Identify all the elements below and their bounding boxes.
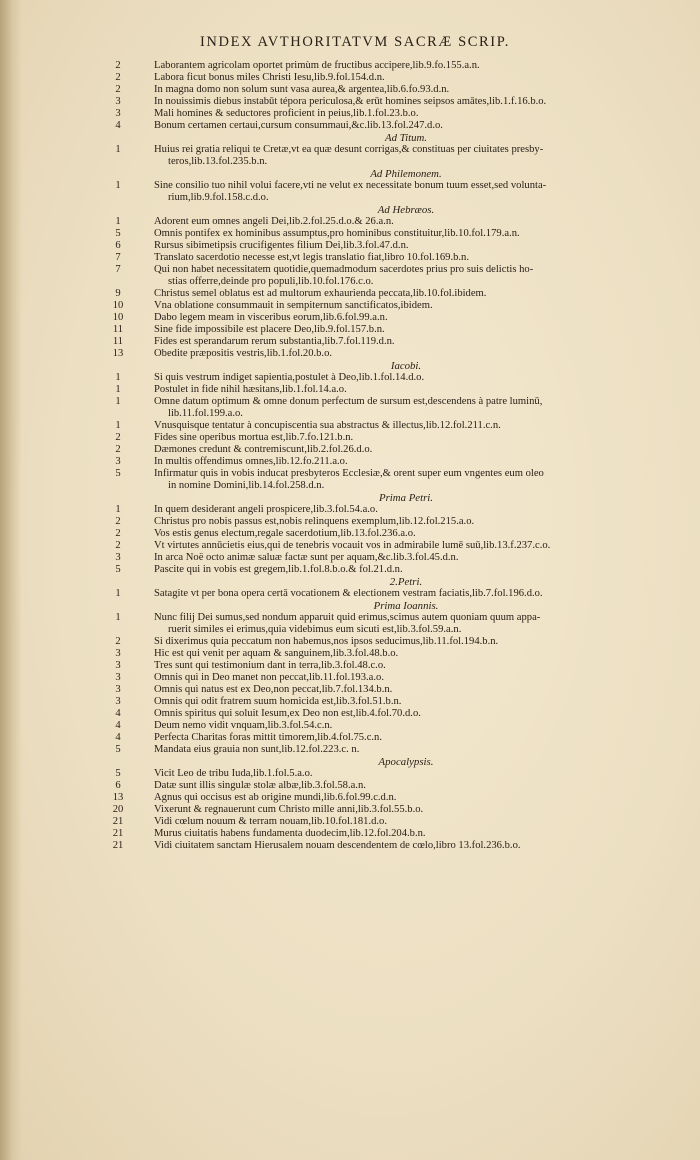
- index-entry: [108, 216, 664, 228]
- index-entry: [108, 612, 664, 636]
- index-entry: [108, 60, 664, 72]
- section-heading: Prima Petri.: [379, 492, 433, 504]
- index-entries: [108, 60, 664, 852]
- entry-text: Infirmatur quis in vobis inducat presbyteros Ecclesiæ,& orent super eum vngentes eum oleo: [154, 468, 544, 479]
- chapter-number: 2: [115, 444, 121, 455]
- chapter-number: 6: [115, 780, 121, 791]
- index-entry: [108, 684, 664, 696]
- chapter-number: 2: [115, 528, 121, 539]
- entry-continuation: ruerit similes ei erimus,quia videbimus eum sicuti est,lib.3.fol.59.a.n.: [168, 624, 462, 635]
- entry-text: Vos estis genus electum,regale sacerdotium,lib.13.fol.236.a.o.: [154, 528, 416, 539]
- index-entry: [108, 300, 664, 312]
- entry-text: Sine fide impossibile est placere Deo,lib.9.fol.157.b.n.: [154, 324, 385, 335]
- chapter-number: 6: [115, 240, 121, 251]
- chapter-number: 3: [115, 684, 121, 695]
- entry-text: Christus semel oblatus est ad multorum exhaurienda peccata,lib.10.fol.ibidem.: [154, 288, 487, 299]
- section-heading: Iacobi.: [390, 360, 422, 372]
- entry-text: In quem desiderant angeli prospicere,lib.3.fol.54.a.o.: [154, 504, 378, 515]
- chapter-number: 21: [112, 828, 124, 839]
- entry-continuation: in nomine Domini,lib.14.fol.258.d.n.: [168, 480, 325, 491]
- entry-text: Omne datum optimum & omne donum perfectum de sursum est,descendens à patre luminū,: [154, 396, 543, 407]
- index-entry: [108, 468, 664, 492]
- chapter-number: 1: [115, 372, 121, 383]
- section-heading: Prima Ioannis.: [373, 600, 439, 612]
- entry-continuation: lib.11.fol.199.a.o.: [168, 408, 243, 419]
- entry-text: Vnusquisque tentatur à concupiscentia sua abstractus & illectus,lib.12.fol.211.c.n.: [154, 420, 501, 431]
- index-entry: [108, 768, 664, 780]
- index-entry: [108, 816, 664, 828]
- entry-text: Hic est qui venit per aquam & sanguinem,lib.3.fol.48.b.o.: [154, 648, 399, 659]
- entry-text: Laborantem agricolam oportet primùm de fructibus accipere,lib.9.fo.155.a.n.: [154, 60, 480, 71]
- index-entry: [108, 84, 664, 96]
- index-entry: [108, 588, 664, 600]
- index-entry: [108, 828, 664, 840]
- entry-text: Deum nemo vidit vnquam,lib.3.fol.54.c.n.: [154, 720, 333, 731]
- entry-text: Dæmones credunt & contremiscunt,lib.2.fol.26.d.o.: [154, 444, 373, 455]
- index-entry: [108, 264, 664, 288]
- chapter-number: 2: [115, 84, 121, 95]
- section-heading: Ad Titum.: [385, 132, 427, 144]
- chapter-number: 5: [115, 564, 121, 575]
- index-entry: [108, 660, 664, 672]
- chapter-number: 11: [112, 324, 124, 335]
- chapter-number: 2: [115, 432, 121, 443]
- chapter-number: 10: [112, 300, 124, 311]
- entry-text: Vidi ciuitatem sanctam Hierusalem nouam descendentem de cœlo,libro 13.fol.236.b.o.: [154, 840, 521, 851]
- entry-text: Satagite vt per bona opera certā vocationem & electionem vestram faciatis,lib.7.fol.196.d.o.: [154, 588, 543, 599]
- index-entry: [108, 792, 664, 804]
- section-heading: Ad Philemonem.: [370, 168, 442, 180]
- index-entry: [108, 288, 664, 300]
- entry-text: Fides est sperandarum rerum substantia,lib.7.fol.119.d.n.: [154, 336, 395, 347]
- chapter-number: 11: [112, 336, 124, 347]
- entry-text: Omnis qui natus est ex Deo,non peccat,lib.7.fol.134.b.n.: [154, 684, 393, 695]
- chapter-number: 10: [112, 312, 124, 323]
- index-entry: [108, 720, 664, 732]
- entry-text: Omnis qui in Deo manet non peccat,lib.11.fol.193.a.o.: [154, 672, 384, 683]
- index-entry: [108, 72, 664, 84]
- index-entry: [108, 348, 664, 360]
- entry-text: Postulet in fide nihil hæsitans,lib.1.fol.14.a.o.: [154, 384, 347, 395]
- index-entry: [108, 144, 664, 168]
- index-entry: [108, 372, 664, 384]
- chapter-number: 5: [115, 468, 121, 479]
- entry-text: Omnis qui odit fratrem suum homicida est,lib.3.fol.51.b.n.: [154, 696, 402, 707]
- entry-text: Dabo legem meam in visceribus eorum,lib.6.fol.99.a.n.: [154, 312, 388, 323]
- chapter-number: 1: [115, 384, 121, 395]
- entry-text: Vt virtutes annūcietis eius,qui de tenebris vocauit vos in admirabile lumē suū,lib.13.f.237.c.o.: [154, 540, 551, 551]
- chapter-number: 9: [115, 288, 121, 299]
- index-entry: [108, 432, 664, 444]
- entry-text: Agnus qui occisus est ab origine mundi,lib.6.fol.99.c.d.n.: [154, 792, 397, 803]
- index-entry: [108, 120, 664, 132]
- chapter-number: 2: [115, 516, 121, 527]
- entry-text: Vidi cœlum nouum & terram nouam,lib.10.fol.181.d.o.: [154, 816, 387, 827]
- entry-text: Obedite præpositis vestris,lib.1.fol.20.b.o.: [154, 348, 333, 359]
- entry-text: Vixerunt & regnauerunt cum Christo mille anni,lib.3.fol.55.b.o.: [154, 804, 424, 815]
- entry-text: Omnis spiritus qui soluit Iesum,ex Deo non est,lib.4.fol.70.d.o.: [154, 708, 421, 719]
- chapter-number: 20: [112, 804, 124, 815]
- chapter-number: 3: [115, 108, 121, 119]
- index-entry: [108, 384, 664, 396]
- entry-continuation: rium,lib.9.fol.158.c.d.o.: [168, 192, 269, 203]
- index-entry: [108, 420, 664, 432]
- entry-text: Nunc filij Dei sumus,sed nondum apparuit quid erimus,scimus autem quoniam quum appa-: [154, 612, 541, 623]
- chapter-number: 13: [112, 348, 124, 359]
- chapter-number: 1: [115, 588, 121, 599]
- index-entry: [108, 324, 664, 336]
- entry-text: Vicit Leo de tribu Iuda,lib.1.fol.5.a.o.: [154, 768, 313, 779]
- index-entry: [108, 240, 664, 252]
- entry-text: Si quis vestrum indiget sapientia,postulet à Deo,lib.1.fol.14.d.o.: [154, 372, 425, 383]
- index-entry: [108, 732, 664, 744]
- index-entry: [108, 516, 664, 528]
- chapter-number: 13: [112, 792, 124, 803]
- index-entry: [108, 648, 664, 660]
- entry-text: Tres sunt qui testimonium dant in terra,lib.3.fol.48.c.o.: [154, 660, 386, 671]
- entry-text: Perfecta Charitas foras mittit timorem,lib.4.fol.75.c.n.: [154, 732, 383, 743]
- chapter-number: 1: [115, 396, 121, 407]
- index-entry: [108, 444, 664, 456]
- chapter-number: 3: [115, 456, 121, 467]
- running-head: INDEX AVTHORITATVM SACRÆ SCRIP.: [200, 34, 511, 50]
- chapter-number: 4: [115, 720, 121, 731]
- entry-text: In multis offendimus omnes,lib.12.fo.211.a.o.: [154, 456, 348, 467]
- index-entry: [108, 336, 664, 348]
- index-entry: [108, 180, 664, 204]
- chapter-number: 1: [115, 144, 121, 155]
- chapter-number: 3: [115, 96, 121, 107]
- index-entry: [108, 312, 664, 324]
- index-entry: [108, 672, 664, 684]
- index-entry: [108, 552, 664, 564]
- entry-text: Rursus sibimetipsis crucifigentes filium Dei,lib.3.fol.47.d.n.: [154, 240, 409, 251]
- index-entry: [108, 108, 664, 120]
- section-heading: Ad Hebræos.: [377, 204, 435, 216]
- index-entry: [108, 636, 664, 648]
- chapter-number: 3: [115, 648, 121, 659]
- entry-text: Christus pro nobis passus est,nobis relinquens exemplum,lib.12.fol.215.a.o.: [154, 516, 475, 527]
- chapter-number: 2: [115, 60, 121, 71]
- entry-text: Fides sine operibus mortua est,lib.7.fo.121.b.n.: [154, 432, 354, 443]
- index-entry: [108, 564, 664, 576]
- entry-continuation: stias offerre,deinde pro populi,lib.10.fol.176.c.o.: [168, 276, 374, 287]
- chapter-number: 2: [115, 540, 121, 551]
- section-heading: Apocalypsis.: [378, 756, 434, 768]
- chapter-number: 4: [115, 708, 121, 719]
- entry-text: Qui non habet necessitatem quotidie,quemadmodum sacerdotes prius pro suis delictis ho-: [154, 264, 534, 275]
- index-entry: [108, 396, 664, 420]
- section-heading: 2.Petri.: [389, 576, 423, 588]
- chapter-number: 2: [115, 72, 121, 83]
- entry-text: Sine consilio tuo nihil volui facere,vti ne velut ex necessitate bonum tuum esset,sed volunta-: [154, 180, 547, 191]
- chapter-number: 1: [115, 504, 121, 515]
- entry-text: Pascite qui in vobis est gregem,lib.1.fol.8.b.o.& fol.21.d.n.: [154, 564, 403, 575]
- entry-text: In arca Noë octo animæ saluæ factæ sunt per aquam,&c.lib.3.fol.45.d.n.: [154, 552, 459, 563]
- entry-text: In magna domo non solum sunt vasa aurea,& argentea,lib.6.fo.93.d.n.: [154, 84, 450, 95]
- chapter-number: 1: [115, 216, 121, 227]
- index-entry: [108, 456, 664, 468]
- chapter-number: 4: [115, 732, 121, 743]
- entry-text: Mali homines & seductores proficient in peius,lib.1.fol.23.b.o.: [154, 108, 419, 119]
- chapter-number: 3: [115, 552, 121, 563]
- index-entry: [108, 528, 664, 540]
- index-entry: [108, 540, 664, 552]
- index-entry: [108, 804, 664, 816]
- chapter-number: 21: [112, 816, 124, 827]
- index-entry: [108, 780, 664, 792]
- entry-text: Huius rei gratia reliqui te Cretæ,vt ea quæ desunt corrigas,& constituas per ciuitates presby-: [154, 144, 544, 155]
- chapter-number: 5: [115, 768, 121, 779]
- entry-text: Adorent eum omnes angeli Dei,lib.2.fol.25.d.o.& 26.a.n.: [154, 216, 394, 227]
- index-entry: [108, 228, 664, 240]
- entry-text: Murus ciuitatis habens fundamenta duodecim,lib.12.fol.204.b.n.: [154, 828, 426, 839]
- entry-text: In nouissimis diebus instabūt tépora periculosa,& erūt homines seipsos amātes,lib.1.f.16.b.o.: [154, 96, 547, 107]
- index-entry: [108, 840, 664, 852]
- entry-text: Omnis pontifex ex hominibus assumptus,pro hominibus constituitur,lib.10.fol.179.a.n.: [154, 228, 520, 239]
- chapter-number: 7: [115, 264, 121, 275]
- index-entry: [108, 252, 664, 264]
- chapter-number: 1: [115, 420, 121, 431]
- chapter-number: 5: [115, 228, 121, 239]
- chapter-number: 7: [115, 252, 121, 263]
- index-entry: [108, 696, 664, 708]
- chapter-number: 21: [112, 840, 124, 851]
- index-entry: [108, 504, 664, 516]
- entry-text: Labora ficut bonus miles Christi Iesu,lib.9.fol.154.d.n.: [154, 72, 385, 83]
- entry-text: Mandata eius grauia non sunt,lib.12.fol.223.c. n.: [154, 744, 360, 755]
- chapter-number: 3: [115, 672, 121, 683]
- chapter-number: 3: [115, 696, 121, 707]
- index-entry: [108, 96, 664, 108]
- index-entry: [108, 708, 664, 720]
- chapter-number: 5: [115, 744, 121, 755]
- chapter-number: 2: [115, 636, 121, 647]
- chapter-number: 1: [115, 180, 121, 191]
- entry-text: Translato sacerdotio necesse est,vt legis translatio fiat,libro 10.fol.169.b.n.: [154, 252, 470, 263]
- entry-text: Datæ sunt illis singulæ stolæ albæ,lib.3.fol.58.a.n.: [154, 780, 366, 791]
- entry-text: Vna oblatione consummauit in sempiternum sanctificatos,ibidem.: [154, 300, 433, 311]
- entry-text: Si dixerimus quia peccatum non habemus,nos ipsos seducimus,lib.11.fol.194.b.n.: [154, 636, 499, 647]
- entry-continuation: teros,lib.13.fol.235.b.n.: [168, 156, 268, 167]
- index-entry: [108, 744, 664, 756]
- entry-text: Bonum certamen certaui,cursum consummaui,&c.lib.13.fol.247.d.o.: [154, 120, 443, 131]
- chapter-number: 4: [115, 120, 121, 131]
- chapter-number: 1: [115, 612, 121, 623]
- chapter-number: 3: [115, 660, 121, 671]
